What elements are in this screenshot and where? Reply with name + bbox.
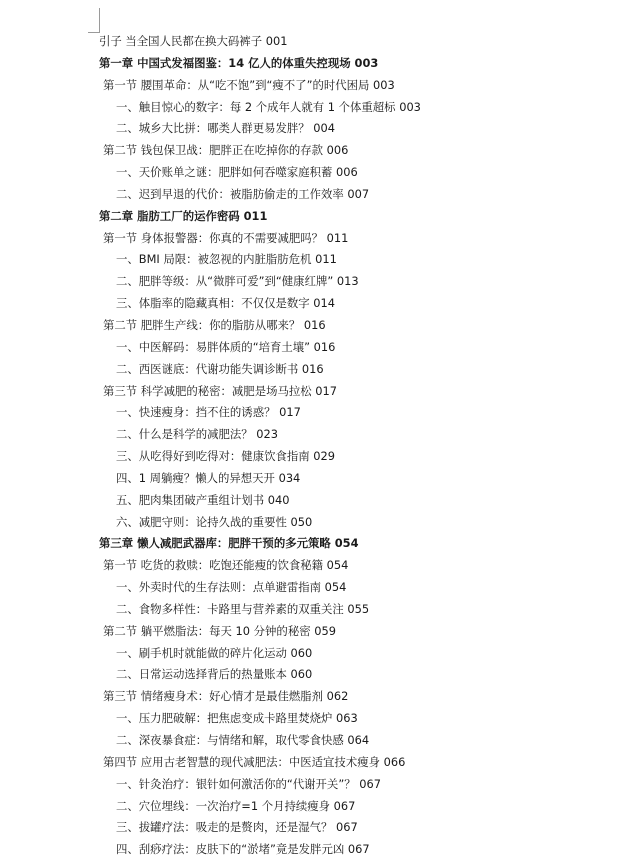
toc-subsection: 二、什么是科学的减肥法？ 023	[116, 427, 279, 442]
toc-chapter: 第一章 中国式发福图鉴：14 亿人的体重失控现场 003	[99, 55, 379, 70]
toc-chapter: 引子 当全国人民都在换大码裤子 001	[99, 34, 288, 48]
toc-chapter: 第三章 懒人减肥武器库：肥胖干预的多元策略 054	[99, 536, 359, 551]
toc-section: 第四节 应用古老智慧的现代减肥法：中医适宜技术瘦身 066	[103, 754, 406, 769]
toc-subsection: 二、食物多样性：卡路里与营养素的双重关注 055	[116, 601, 370, 616]
toc-section: 第二节 钱包保卫战：肥胖正在吃掉你的存款 006	[103, 143, 349, 158]
toc-subsection: 三、拔罐疗法：吸走的是赘肉，还是湿气？ 067	[116, 820, 358, 835]
toc-subsection: 三、体脂率的隐藏真相：不仅仅是数字 014	[116, 296, 336, 311]
toc-section: 第三节 科学减肥的秘密：减肥是场马拉松 017	[103, 383, 338, 398]
toc-section: 第二节 肥胖生产线：你的脂肪从哪来？ 016	[103, 317, 326, 332]
toc-subsection: 二、城乡大比拼：哪类人群更易发胖？ 004	[116, 121, 336, 136]
toc-chapter: 第二章 脂肪工厂的运作密码 011	[99, 208, 268, 223]
toc-subsection: 一、针灸治疗：银针如何激活你的“代谢开关”？ 067	[116, 776, 381, 791]
toc-subsection: 二、穴位埋线：一次治疗=1 个月持续瘦身 067	[116, 798, 356, 813]
toc-subsection: 五、肥肉集团破产重组计划书 040	[116, 492, 290, 507]
toc-section: 第一节 吃货的救赎：吃饱还能瘦的饮食秘籍 054	[103, 558, 349, 573]
toc-section: 第一节 身体报警器：你真的不需要减肥吗？ 011	[103, 230, 349, 245]
toc-subsection: 二、深夜暴食症：与情绪和解，取代零食快感 064	[116, 733, 370, 747]
toc-subsection: 一、BMI 局限：被忽视的内脏脂肪危机 011	[116, 252, 337, 267]
toc-subsection: 六、减肥守则：论持久战的重要性 050	[116, 514, 313, 529]
toc-subsection: 二、西医谜底：代谢功能失调诊断书 016	[116, 361, 324, 376]
toc-subsection: 一、触目惊心的数字：每 2 个成年人就有 1 个体重超标 003	[116, 99, 421, 114]
toc-subsection: 一、中医解码：易胖体质的“培育土壤” 016	[116, 339, 336, 354]
toc-subsection: 四、刮痧疗法：皮肤下的“淤堵”竟是发胖元凶 067	[116, 842, 370, 857]
corner-mark-vertical	[99, 8, 100, 33]
toc-section: 第一节 腰围革命：从“吃不饱”到“瘦不了”的时代困局 003	[103, 77, 395, 92]
toc-subsection: 三、从吃得好到吃得对：健康饮食指南 029	[116, 449, 336, 464]
toc-subsection: 一、快速瘦身：挡不住的诱惑？ 017	[116, 405, 301, 420]
page-corner-mark	[88, 8, 100, 33]
toc-subsection: 一、刷手机时就能做的碎片化运动 060	[116, 645, 313, 660]
toc-subsection: 一、压力肥破解：把焦虑变成卡路里焚烧炉 063	[116, 711, 358, 726]
toc-subsection: 四、1 周躺瘦？懒人的异想天开 034	[116, 470, 301, 485]
toc-section: 第二节 躺平燃脂法：每天 10 分钟的秘密 059	[103, 623, 336, 638]
toc-subsection: 二、肥胖等级：从“微胖可爱”到“健康红牌” 013	[116, 274, 359, 289]
table-of-contents	[0, 31, 621, 861]
toc-subsection: 一、外卖时代的生存法则：点单避雷指南 054	[116, 580, 347, 595]
toc-subsection: 一、天价账单之谜：肥胖如何吞噬家庭积蓄 006	[116, 165, 358, 180]
toc-section: 第三节 情绪瘦身术：好心情才是最佳燃脂剂 062	[103, 689, 349, 704]
toc-subsection: 二、迟到早退的代价：被脂肪偷走的工作效率 007	[116, 186, 370, 201]
toc-subsection: 二、日常运动选择背后的热量账本 060	[116, 667, 313, 682]
